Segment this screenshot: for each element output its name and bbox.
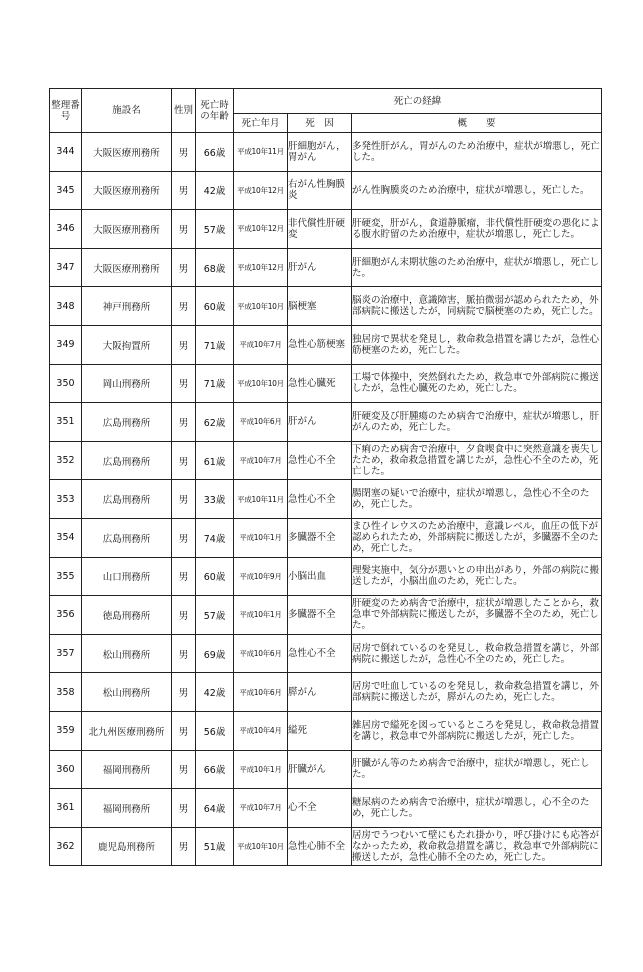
record-number: 359 xyxy=(50,711,82,750)
summary-cell: 糖尿病のため病舎で治療中，症状が増悪し，心不全のため，死亡した。 xyxy=(352,789,602,828)
death-date: 平成10年7月 xyxy=(234,325,288,364)
table-row xyxy=(50,789,602,828)
record-number: 353 xyxy=(50,480,82,519)
record-number: 352 xyxy=(50,441,82,480)
table-row xyxy=(50,364,602,403)
sex-cell: 男 xyxy=(172,711,196,750)
summary-cell: 下痢のため病舎で治療中，夕食喫食中に突然意識を喪失したため，救命救急措置を講じたが，急性心不全のため，死亡した。 xyxy=(352,441,602,480)
cause-of-death: 急性心不全 xyxy=(288,441,352,480)
death-date: 平成10年6月 xyxy=(234,673,288,712)
table-row xyxy=(50,634,602,673)
header-date: 死亡年月 xyxy=(234,114,288,133)
death-date: 平成10年1月 xyxy=(234,596,288,635)
sex-cell: 男 xyxy=(172,634,196,673)
table-row xyxy=(50,441,602,480)
records-table xyxy=(49,88,602,866)
sex-cell: 男 xyxy=(172,248,196,287)
facility-name: 岡山刑務所 xyxy=(82,364,172,403)
cause-of-death: 膵がん xyxy=(288,673,352,712)
sex-cell: 男 xyxy=(172,133,196,172)
cause-of-death: 急性心肺不全 xyxy=(288,827,352,866)
facility-name: 広島刑務所 xyxy=(82,441,172,480)
cause-of-death: 心不全 xyxy=(288,789,352,828)
sex-cell: 男 xyxy=(172,287,196,326)
record-number: 346 xyxy=(50,210,82,249)
death-date: 平成10年7月 xyxy=(234,441,288,480)
table-row xyxy=(50,480,602,519)
cause-of-death: 急性心臓死 xyxy=(288,364,352,403)
facility-name: 神戸刑務所 xyxy=(82,287,172,326)
facility-name: 松山刑務所 xyxy=(82,634,172,673)
summary-cell: 肝臓がん等のため病舎で治療中，症状が増悪し，死亡した。 xyxy=(352,750,602,789)
summary-cell: 工場で体操中，突然倒れたため，救急車で外部病院に搬送したが，急性心臓死のため，死亡した。 xyxy=(352,364,602,403)
table-row xyxy=(50,133,602,172)
age-cell: 71歳 xyxy=(196,364,234,403)
death-date: 平成10年11月 xyxy=(234,133,288,172)
death-date: 平成10年10月 xyxy=(234,364,288,403)
record-number: 351 xyxy=(50,403,82,442)
age-cell: 64歳 xyxy=(196,789,234,828)
sex-cell: 男 xyxy=(172,673,196,712)
age-cell: 62歳 xyxy=(196,403,234,442)
header-cause: 死 因 xyxy=(288,114,352,133)
age-cell: 42歳 xyxy=(196,171,234,210)
summary-cell: 脳炎の治療中，意識障害，脈拍微弱が認められたため，外部病院に搬送したが，同病院で脳梗塞のため，死亡した。 xyxy=(352,287,602,326)
summary-cell: 肝細胞がん末期状態のため治療中，症状が増悪し，死亡した。 xyxy=(352,248,602,287)
death-date: 平成10年12月 xyxy=(234,171,288,210)
header-facility: 施設名 xyxy=(82,89,172,133)
record-number: 345 xyxy=(50,171,82,210)
age-cell: 57歳 xyxy=(196,210,234,249)
sex-cell: 男 xyxy=(172,557,196,596)
facility-name: 大阪拘置所 xyxy=(82,325,172,364)
age-cell: 60歳 xyxy=(196,557,234,596)
summary-cell: 居房で倒れているのを発見し，救命救急措置を講じ，外部病院に搬送したが，急性心不全のため，死亡した。 xyxy=(352,634,602,673)
cause-of-death: 小脳出血 xyxy=(288,557,352,596)
sex-cell: 男 xyxy=(172,325,196,364)
cause-of-death: 肝細胞がん，胃がん xyxy=(288,133,352,172)
summary-cell: 理髪実施中，気分が悪いとの申出があり，外部の病院に搬送したが，小脳出血のため，死亡した。 xyxy=(352,557,602,596)
age-cell: 66歳 xyxy=(196,750,234,789)
table-row xyxy=(50,711,602,750)
summary-cell: 腸閉塞の疑いで治療中，症状が増悪し，急性心不全のため，死亡した。 xyxy=(352,480,602,519)
table-row xyxy=(50,827,602,866)
facility-name: 大阪医療刑務所 xyxy=(82,171,172,210)
header-summary: 概 要 xyxy=(352,114,602,133)
record-number: 356 xyxy=(50,596,82,635)
record-number: 350 xyxy=(50,364,82,403)
sex-cell: 男 xyxy=(172,827,196,866)
death-date: 平成10年10月 xyxy=(234,287,288,326)
summary-cell: 雑居房で縊死を図っているところを発見し，救命救急措置を講じ，救急車で外部病院に搬送したが，死亡した。 xyxy=(352,711,602,750)
facility-name: 大阪医療刑務所 xyxy=(82,248,172,287)
cause-of-death: 肝臓がん xyxy=(288,750,352,789)
summary-cell: 肝硬変のため病舎で治療中，症状が増悪したことから，救急車で外部病院に搬送したが，多臓器不全のため，死亡した。 xyxy=(352,596,602,635)
facility-name: 広島刑務所 xyxy=(82,403,172,442)
age-cell: 51歳 xyxy=(196,827,234,866)
summary-cell: 居房で吐血しているのを発見し，救命救急措置を講じ，外部病院に搬送したが，膵がんのため，死亡した。 xyxy=(352,673,602,712)
header-age: 死亡時の年齢 xyxy=(196,89,234,133)
sex-cell: 男 xyxy=(172,403,196,442)
facility-name: 大阪医療刑務所 xyxy=(82,133,172,172)
summary-cell: 多発性肝がん，胃がんのため治療中，症状が増悪し，死亡した。 xyxy=(352,133,602,172)
record-number: 347 xyxy=(50,248,82,287)
summary-cell: 独居房で異状を発見し，救命救急措置を講じたが，急性心筋梗塞のため，死亡した。 xyxy=(352,325,602,364)
facility-name: 徳島刑務所 xyxy=(82,596,172,635)
cause-of-death: 脳梗塞 xyxy=(288,287,352,326)
cause-of-death: 肝がん xyxy=(288,403,352,442)
table-row xyxy=(50,557,602,596)
age-cell: 61歳 xyxy=(196,441,234,480)
table-row xyxy=(50,750,602,789)
table-row xyxy=(50,248,602,287)
facility-name: 広島刑務所 xyxy=(82,518,172,557)
death-date: 平成10年1月 xyxy=(234,750,288,789)
facility-name: 福岡刑務所 xyxy=(82,750,172,789)
record-number: 354 xyxy=(50,518,82,557)
age-cell: 33歳 xyxy=(196,480,234,519)
record-number: 358 xyxy=(50,673,82,712)
record-number: 349 xyxy=(50,325,82,364)
death-date: 平成10年12月 xyxy=(234,248,288,287)
summary-cell: 肝硬変，肝がん，食道静脈瘤，非代償性肝硬変の悪化による腹水貯留のため治療中，症状が増悪し，死亡した。 xyxy=(352,210,602,249)
cause-of-death: 縊死 xyxy=(288,711,352,750)
sex-cell: 男 xyxy=(172,750,196,789)
table-row xyxy=(50,673,602,712)
record-number: 348 xyxy=(50,287,82,326)
cause-of-death: 肝がん xyxy=(288,248,352,287)
record-number: 344 xyxy=(50,133,82,172)
table-row xyxy=(50,325,602,364)
death-date: 平成10年9月 xyxy=(234,557,288,596)
facility-name: 北九州医療刑務所 xyxy=(82,711,172,750)
sex-cell: 男 xyxy=(172,364,196,403)
table-row xyxy=(50,287,602,326)
age-cell: 68歳 xyxy=(196,248,234,287)
sex-cell: 男 xyxy=(172,480,196,519)
sex-cell: 男 xyxy=(172,789,196,828)
summary-cell: 肝硬変及び肝腫瘍のため病舎で治療中，症状が増悪し，肝がんのため，死亡した。 xyxy=(352,403,602,442)
death-date: 平成10年1月 xyxy=(234,518,288,557)
death-date: 平成10年10月 xyxy=(234,827,288,866)
age-cell: 60歳 xyxy=(196,287,234,326)
summary-cell: 居房でうつむいて壁にもたれ掛かり，呼び掛けにも応答がなかったため，救命救急措置を講じ，救急車で外部病院に搬送したが，急性心肺不全のため，死亡した。 xyxy=(352,827,602,866)
sex-cell: 男 xyxy=(172,171,196,210)
table-row xyxy=(50,596,602,635)
age-cell: 69歳 xyxy=(196,634,234,673)
header-number: 整理番号 xyxy=(50,89,82,133)
cause-of-death: 多臓器不全 xyxy=(288,518,352,557)
age-cell: 66歳 xyxy=(196,133,234,172)
facility-name: 広島刑務所 xyxy=(82,480,172,519)
header-sex: 性別 xyxy=(172,89,196,133)
facility-name: 山口刑務所 xyxy=(82,557,172,596)
age-cell: 56歳 xyxy=(196,711,234,750)
table-row xyxy=(50,210,602,249)
record-number: 361 xyxy=(50,789,82,828)
record-number: 355 xyxy=(50,557,82,596)
record-number: 360 xyxy=(50,750,82,789)
cause-of-death: 急性心筋梗塞 xyxy=(288,325,352,364)
death-date: 平成10年6月 xyxy=(234,634,288,673)
header-details: 死亡の経緯 xyxy=(234,89,602,114)
summary-cell: がん性胸膜炎のため治療中，症状が増悪し，死亡した。 xyxy=(352,171,602,210)
facility-name: 福岡刑務所 xyxy=(82,789,172,828)
facility-name: 大阪医療刑務所 xyxy=(82,210,172,249)
cause-of-death: 急性心不全 xyxy=(288,634,352,673)
death-date: 平成10年6月 xyxy=(234,403,288,442)
sex-cell: 男 xyxy=(172,441,196,480)
sex-cell: 男 xyxy=(172,596,196,635)
record-number: 362 xyxy=(50,827,82,866)
table-row xyxy=(50,171,602,210)
age-cell: 74歳 xyxy=(196,518,234,557)
sex-cell: 男 xyxy=(172,518,196,557)
death-date: 平成10年12月 xyxy=(234,210,288,249)
death-date: 平成10年11月 xyxy=(234,480,288,519)
summary-cell: まひ性イレウスのため治療中，意識レベル，血圧の低下が認められたため，外部病院に搬送したが，多臓器不全のため，死亡した。 xyxy=(352,518,602,557)
death-date: 平成10年4月 xyxy=(234,711,288,750)
death-date: 平成10年7月 xyxy=(234,789,288,828)
table-row xyxy=(50,403,602,442)
cause-of-death: 急性心不全 xyxy=(288,480,352,519)
cause-of-death: 右がん性胸膜炎 xyxy=(288,171,352,210)
record-number: 357 xyxy=(50,634,82,673)
age-cell: 42歳 xyxy=(196,673,234,712)
cause-of-death: 非代償性肝硬変 xyxy=(288,210,352,249)
cause-of-death: 多臓器不全 xyxy=(288,596,352,635)
age-cell: 57歳 xyxy=(196,596,234,635)
facility-name: 松山刑務所 xyxy=(82,673,172,712)
facility-name: 鹿児島刑務所 xyxy=(82,827,172,866)
age-cell: 71歳 xyxy=(196,325,234,364)
sex-cell: 男 xyxy=(172,210,196,249)
table-row xyxy=(50,518,602,557)
